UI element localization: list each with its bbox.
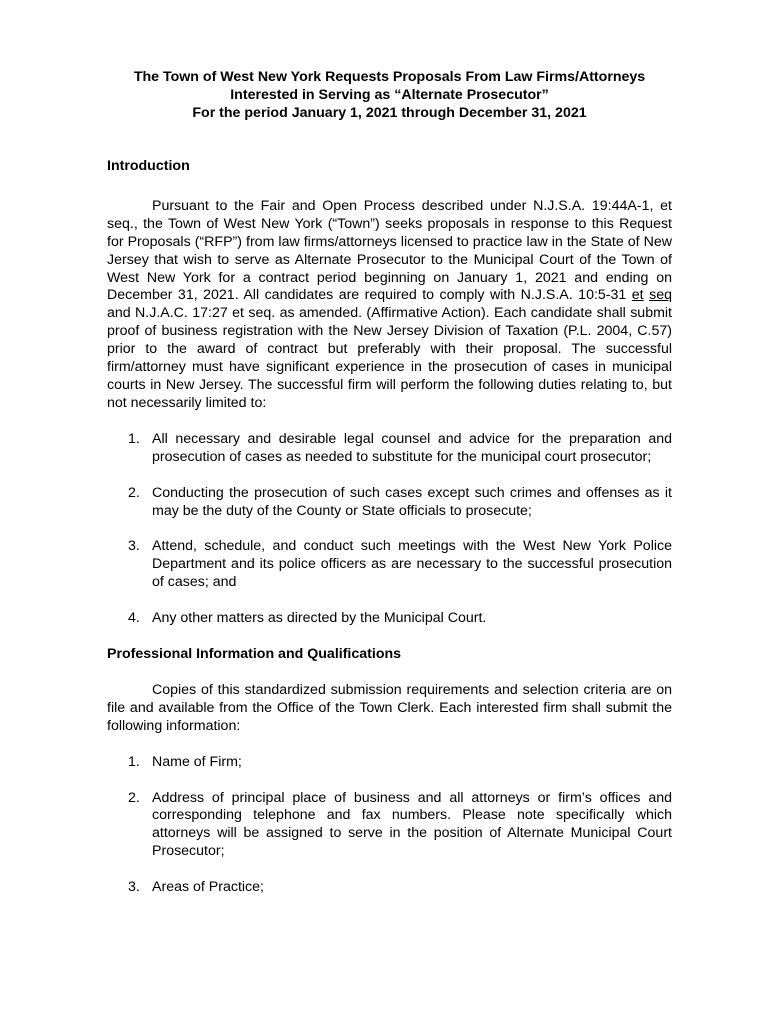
document-page: [107, 68, 672, 897]
qualifications-paragraph: Copies of this standardized submission requirements and selection criteria are on file and available from the Office of the Town Clerk. Each interested firm shall submit the following information:: [107, 681, 672, 734]
list-text: Any other matters as directed by the Municipal Court.: [152, 610, 487, 627]
list-text: Name of Firm;: [152, 753, 242, 770]
list-item: [107, 610, 672, 628]
list-item: [107, 431, 672, 467]
list-item: [107, 485, 672, 521]
title-line-3: For the period January 1, 2021 through December 31, 2021: [192, 105, 587, 121]
list-text: Attend, schedule, and conduct such meetings with the West New York Police Department and its police officers as are necessary to the successful prosecution of cases; and: [152, 538, 672, 591]
list-number: 4.: [128, 610, 140, 627]
list-number: 1.: [128, 430, 140, 447]
introduction-heading: Introduction: [107, 158, 190, 174]
title-line-2: Interested in Serving as “Alternate Prosecutor”: [230, 87, 549, 103]
list-number: 3.: [128, 538, 140, 555]
list-text: Areas of Practice;: [152, 879, 264, 896]
duties-list: [107, 431, 672, 628]
list-item: [107, 754, 672, 772]
title-line-1: The Town of West New York Requests Proposals From Law Firms/Attorneys: [133, 69, 646, 85]
document-title: [107, 68, 672, 122]
qualifications-list: [107, 754, 672, 897]
list-text: Address of principal place of business and all attorneys or firm’s offices and corresponding telephone and fax numbers. Please note specifically which attorneys will be assigned to serve in the position of Alternate Municipal Court Prosecutor;: [152, 789, 672, 860]
list-number: 2.: [128, 484, 140, 501]
list-item: [107, 790, 672, 862]
list-item: [107, 538, 672, 592]
list-number: 3.: [128, 879, 140, 896]
intro-seq-underlined: seq: [649, 287, 672, 304]
list-item: [107, 879, 672, 897]
intro-text-part-2: and N.J.A.C. 17:27 et seq. as amended. (Affirmative Action). Each candidate shall submit proof of business registration with the New Jersey Division of Taxation (P.L. 2004, C.57) prior to the award of contract but preferably with their proposal. The successful firm/attorney must have significant experience in the prosecution of cases in municipal courts in New Jersey. The successful firm will perform the following duties relating to, but not necessarily limited to:: [107, 305, 672, 411]
intro-et-underlined: et: [631, 287, 644, 304]
list-text: All necessary and desirable legal counsel and advice for the preparation and prosecution of cases as needed to substitute for the municipal court prosecutor;: [152, 430, 672, 465]
intro-text-part-1: Pursuant to the Fair and Open Process described under N.J.S.A. 19:44A-1, et seq., the Town of West New York (“Town”) seeks proposals in response to this Request for Proposals (“RFP”) from law firms/attorneys licensed to practice law in the State of New Jersey that wish to serve as Alternate Prosecutor to the Municipal Court of the Town of West New York for a contract period beginning on January 1, 2021 and ending on December 31, 2021. All candidates are required to comply with N.J.S.A. 10:5-31: [107, 197, 672, 304]
list-text: Conducting the prosecution of such cases except such crimes and offenses as it may be the duty of the County or State officials to prosecute;: [152, 484, 672, 519]
list-number: 1.: [128, 753, 140, 770]
list-number: 2.: [128, 789, 140, 806]
introduction-paragraph: [107, 198, 672, 413]
qualifications-heading: Professional Information and Qualifications: [107, 646, 402, 663]
